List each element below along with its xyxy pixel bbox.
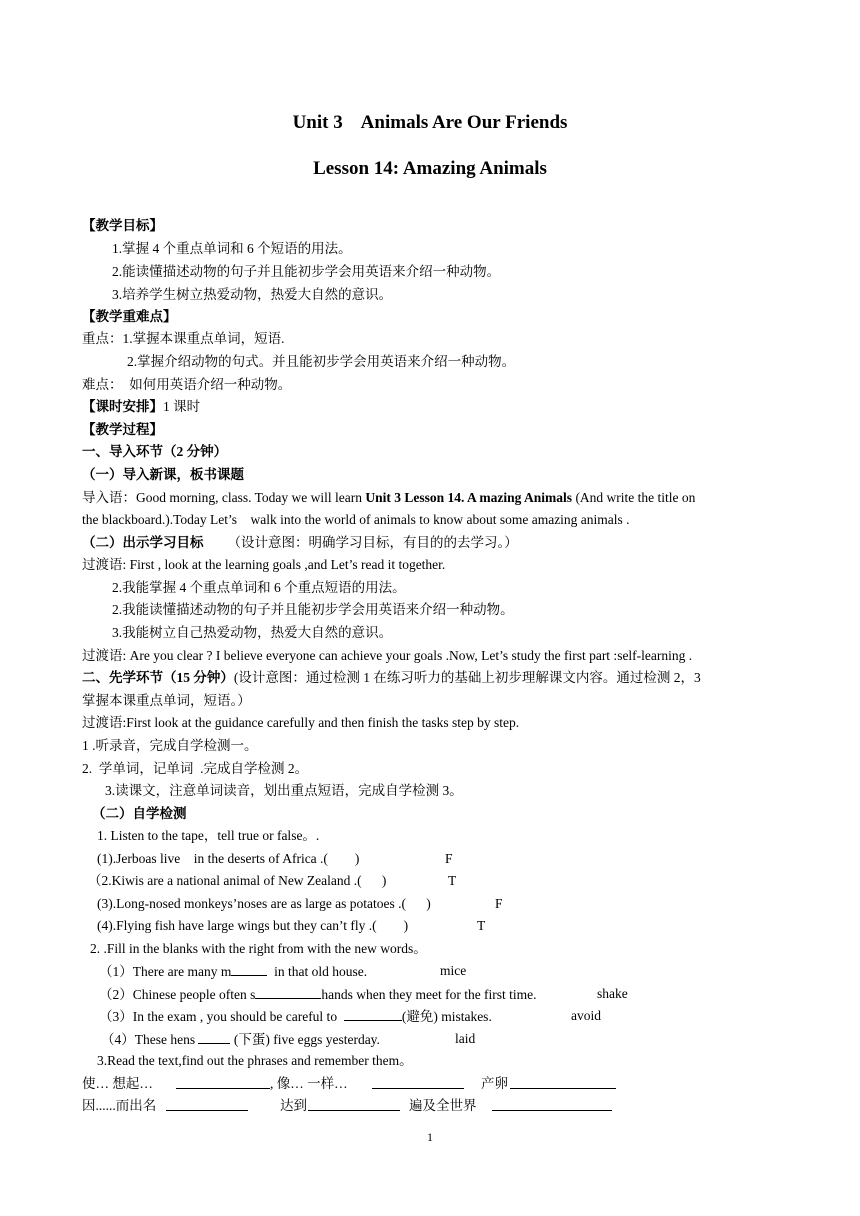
- lesson-title: Lesson 14: Amazing Animals: [313, 158, 547, 179]
- phrase-label-5: 达到: [280, 1098, 307, 1113]
- tf-answer-4: T: [477, 918, 486, 933]
- phrase-label-3: 产卵: [481, 1076, 508, 1091]
- fill-item-2-text-end: hands when they meet for the first time.: [321, 987, 537, 1002]
- tf-item-3: (3).Long-nosed monkeys’noses are as large as potatoes .( ): [97, 896, 431, 911]
- fill-answer-3: avoid: [571, 1008, 601, 1023]
- fill-item-3-text-end: (避免) mistakes.: [401, 1009, 492, 1024]
- intro-text-end: (And write the title on: [572, 490, 696, 505]
- phrase-blank-6[interactable]: [492, 1097, 612, 1111]
- intro-lesson-title: Unit 3 Lesson 14. A mazing Animals: [365, 490, 573, 505]
- tf-item-2: （2.Kiwis are a national animal of New Zealand .( ): [88, 873, 387, 888]
- phrase-blank-5[interactable]: [308, 1097, 400, 1111]
- fill-item-4-text-end: (下蛋) five eggs yesterday.: [230, 1032, 380, 1047]
- fill-blank-3[interactable]: [344, 1007, 402, 1021]
- fill-item-2-text: （2）Chinese people often s: [99, 987, 256, 1002]
- section-2-note-cont: 掌握本课重点单词，短语。）: [82, 693, 251, 708]
- fill-answer-4: laid: [455, 1031, 476, 1046]
- fill-blank-4[interactable]: [198, 1030, 230, 1044]
- tf-answer-2: T: [448, 873, 457, 888]
- section-1b: [82, 534, 518, 552]
- fill-answer-1: mice: [440, 963, 467, 978]
- section-1b-note: （设计意图：明确学习目标，有目的的去学习。）: [227, 535, 518, 550]
- section-2-note: (设计意图：通过检测 1 在练习听力的基础上初步理解课文内容。通过检测 2，3: [233, 670, 701, 685]
- fill-item-4-text: （4）These hens: [101, 1032, 199, 1047]
- goal-1: 1.掌握 4 个重点单词和 6 个短语的用法。: [112, 241, 352, 256]
- fill-item-4: [101, 1030, 380, 1049]
- unit-title: Unit 3 Animals Are Our Friends: [292, 112, 568, 133]
- key-point-2: 2.掌握介绍动物的句式。并且能初步学会用英语来介绍一种动物。: [127, 354, 516, 369]
- fill-item-1-text: （1）There are many m: [99, 964, 232, 979]
- step-2: 2. 学单词，记单词 .完成自学检测 2。: [82, 761, 309, 776]
- transition-2: 过渡语: Are you clear ? I believe everyone can achieve your goals .Now, Let’s study the first part :self-learning .: [82, 648, 693, 663]
- process-heading: 【教学过程】: [82, 422, 163, 437]
- transition-1: 过渡语: First , look at the learning goals ,and Let’s read it together.: [82, 557, 446, 572]
- section-2: [82, 669, 701, 687]
- section-1-heading: 一、导入环节（2 分钟）: [82, 444, 228, 459]
- intro-line-2: the blackboard.).Today Let’s walk into the world of animals to know about some amazing animals .: [82, 512, 630, 527]
- key-points-heading: 【教学重难点】: [82, 309, 177, 324]
- time-value: 1 课时: [163, 399, 201, 414]
- fill-item-3-text: （3）In the exam , you should be careful to: [99, 1009, 344, 1024]
- tf-item-1: (1).Jerboas live in the deserts of Africa .( ): [97, 851, 360, 866]
- phrase-label-1: 使… 想起…: [82, 1076, 153, 1091]
- intro-line-1: [82, 489, 695, 507]
- phrase-label-6: 遍及全世界: [409, 1098, 477, 1113]
- section-1a-heading: （一）导入新课，板书课题: [82, 467, 244, 482]
- learning-goal-3: 3.我能树立自己热爱动物，热爱大自然的意识。: [112, 625, 393, 640]
- phrase-blank-3[interactable]: [510, 1075, 616, 1089]
- time-arrangement: [82, 398, 200, 416]
- phrase-blank-1[interactable]: [176, 1075, 270, 1089]
- learning-goal-1: 2.我能掌握 4 个重点单词和 6 个重点短语的用法。: [112, 580, 406, 595]
- key-point-1: 重点：1.掌握本课重点单词，短语.: [82, 331, 285, 346]
- transition-3: 过渡语:First look at the guidance carefully and then finish the tasks step by step.: [82, 715, 520, 730]
- phrase-label-2: , 像… 一样…: [270, 1076, 348, 1091]
- phrase-blank-2[interactable]: [372, 1075, 464, 1089]
- exercise-3-title: 3.Read the text,find out the phrases and remember them。: [97, 1053, 413, 1068]
- fill-blank-2[interactable]: [255, 985, 321, 999]
- step-3: 3.读课文，注意单词读音，划出重点短语，完成自学检测 3。: [105, 783, 463, 798]
- self-check-heading: （二）自学检测: [92, 806, 187, 821]
- time-heading: 【课时安排】: [82, 399, 163, 414]
- goals-heading: 【教学目标】: [82, 218, 163, 233]
- tf-answer-1: F: [445, 851, 453, 866]
- learning-goal-2: 2.我能读懂描述动物的句子并且能初步学会用英语来介绍一种动物。: [112, 602, 514, 617]
- intro-text: 导入语：Good morning, class. Today we will learn: [82, 490, 366, 505]
- phrase-label-4: 因......而出名: [82, 1098, 157, 1113]
- fill-blank-1[interactable]: [231, 962, 267, 976]
- exercise-2-title: 2. .Fill in the blanks with the right from with the new words。: [90, 941, 427, 956]
- fill-item-2: [99, 985, 537, 1004]
- fill-item-1: [99, 962, 367, 981]
- step-1: 1 .听录音，完成自学检测一。: [82, 738, 258, 753]
- tf-answer-3: F: [495, 896, 503, 911]
- section-1b-heading: （二）出示学习目标: [82, 535, 204, 550]
- phrase-blank-4[interactable]: [166, 1097, 248, 1111]
- goal-2: 2.能读懂描述动物的句子并且能初步学会用英语来介绍一种动物。: [112, 264, 501, 279]
- difficulty: 难点： 如何用英语介绍一种动物。: [82, 377, 292, 392]
- tf-item-4: (4).Flying fish have large wings but they can’t fly .( ): [97, 918, 409, 933]
- exercise-1-title: 1. Listen to the tape，tell true or false。.: [97, 828, 320, 843]
- fill-item-1-text-end: in that old house.: [267, 964, 368, 979]
- goal-3: 3.培养学生树立热爱动物，热爱大自然的意识。: [112, 287, 393, 302]
- page-number: 1: [427, 1130, 433, 1144]
- fill-item-3: [99, 1007, 492, 1026]
- section-2-heading: 二、先学环节（15 分钟）: [82, 670, 234, 685]
- fill-answer-2: shake: [597, 986, 628, 1001]
